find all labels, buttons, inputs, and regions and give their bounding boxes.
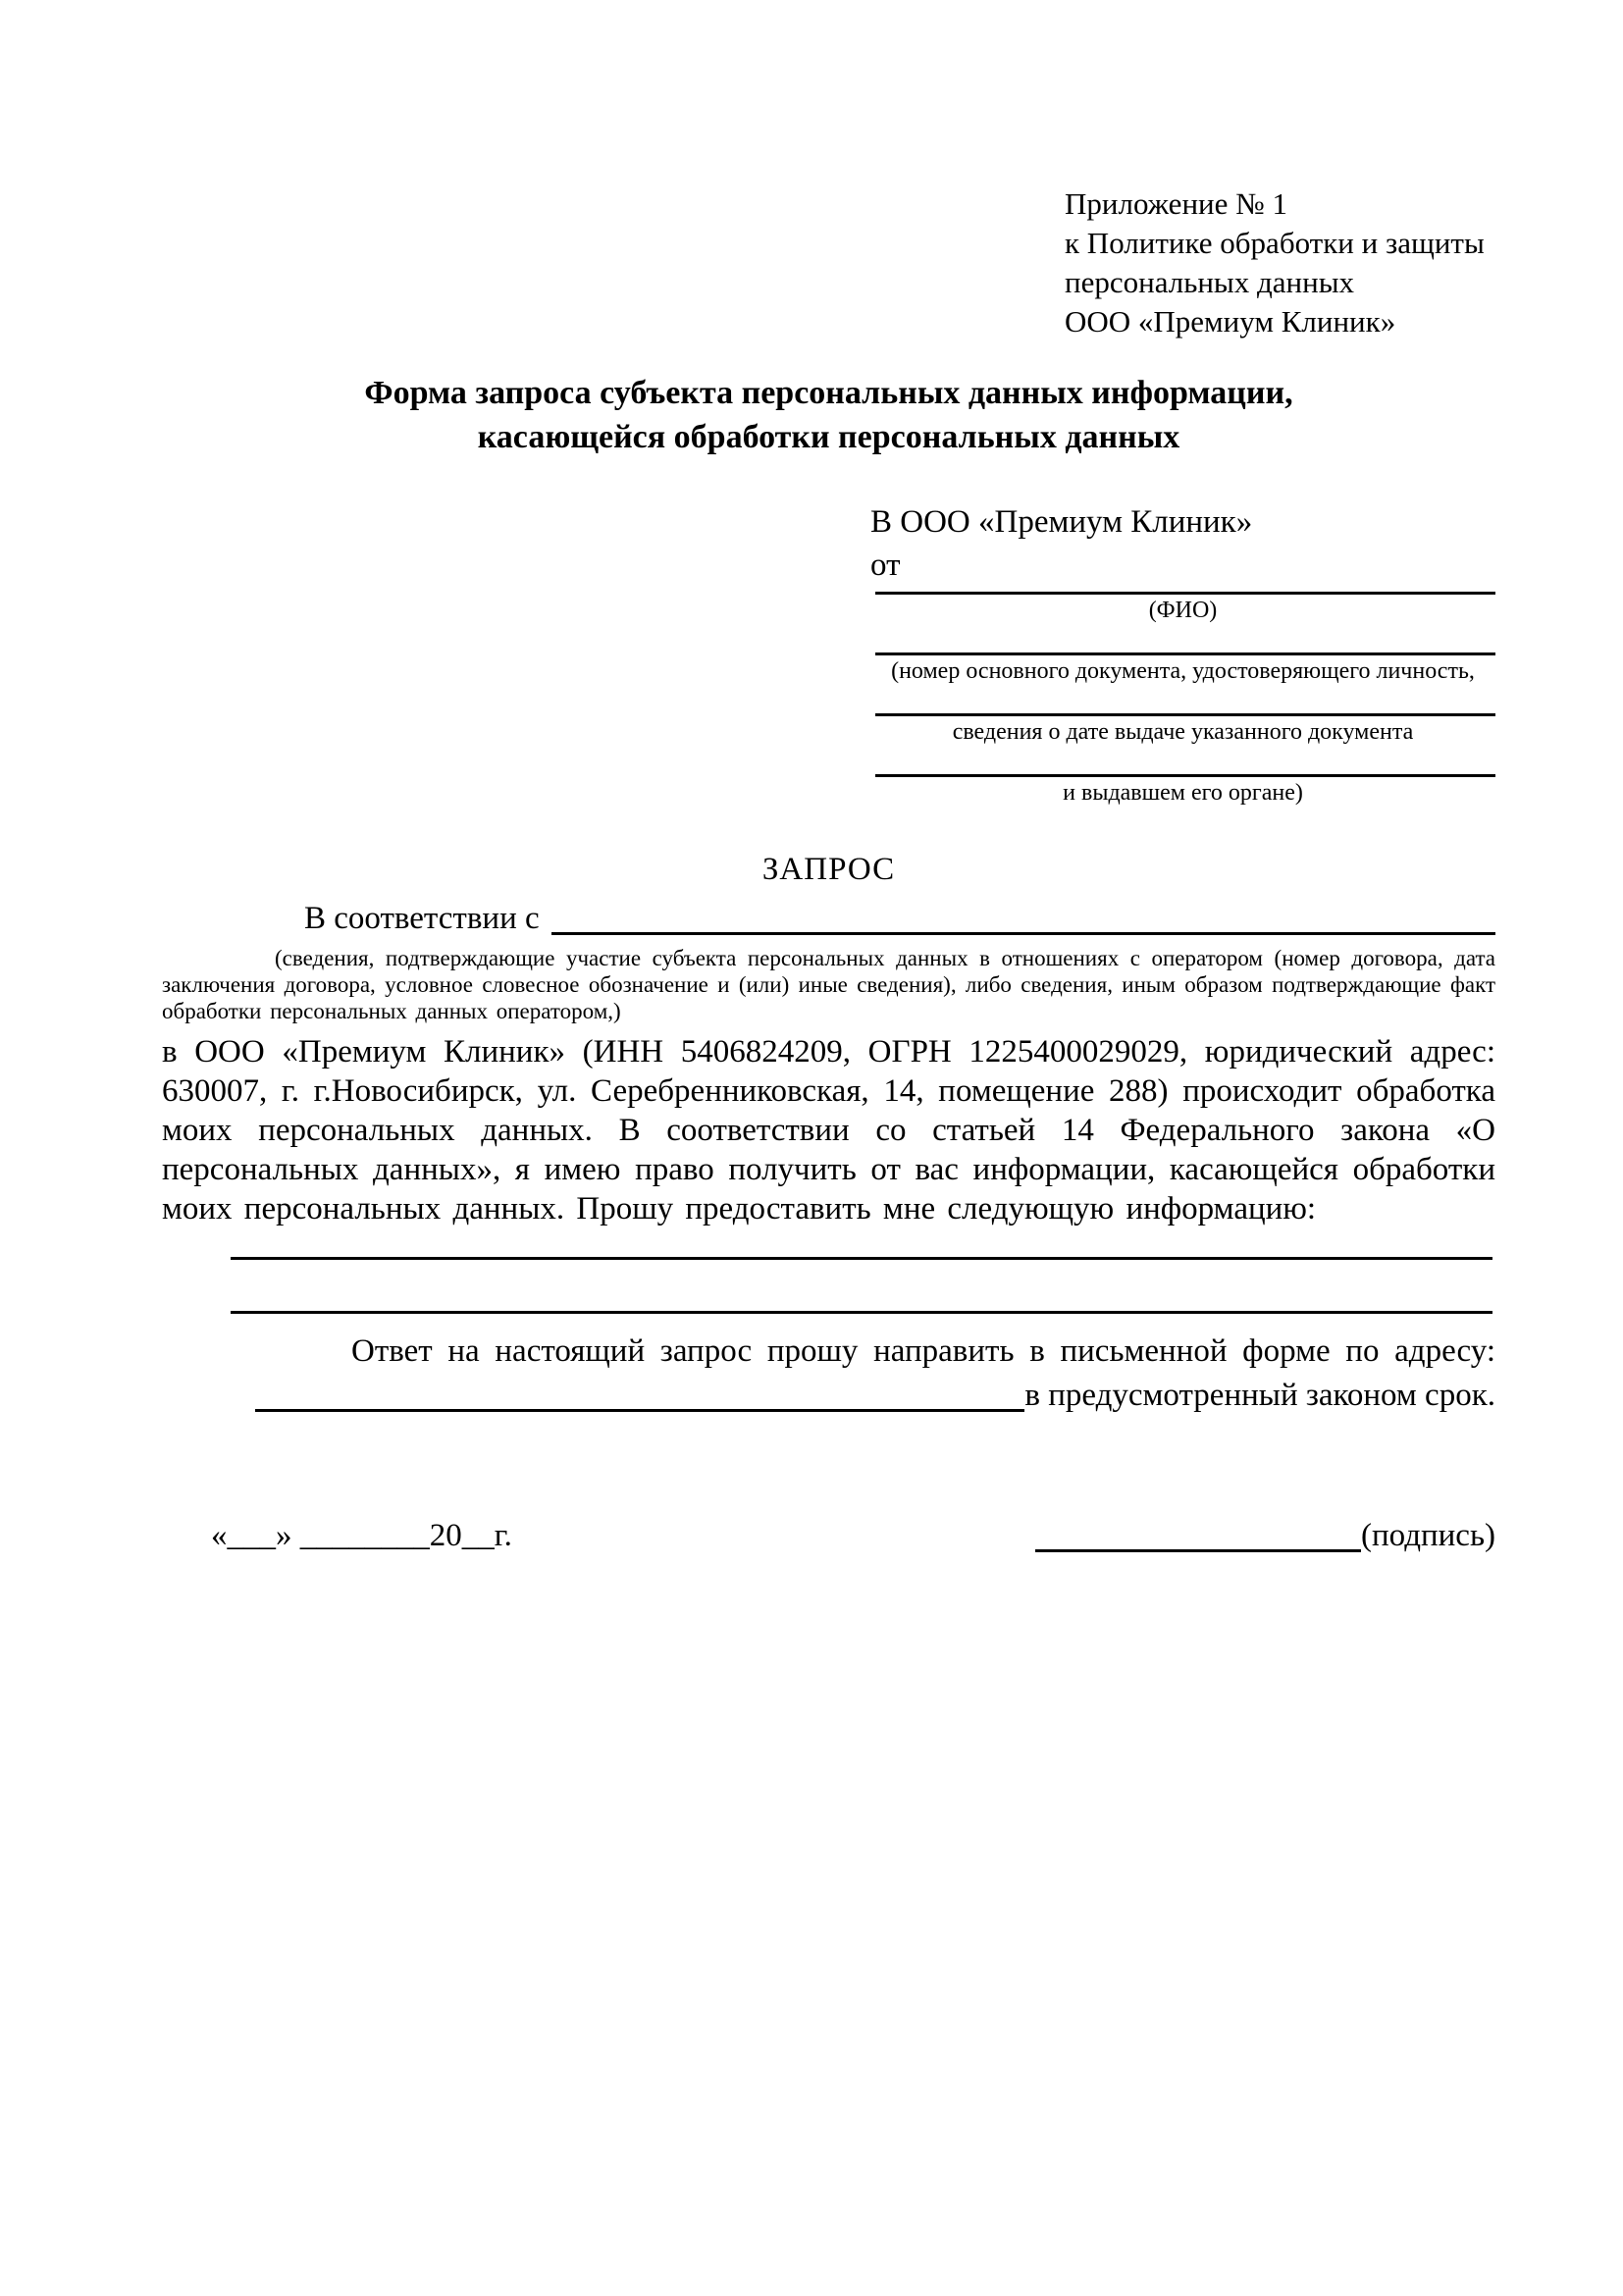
addressee-to: В ООО «Премиум Клиник»	[870, 504, 1253, 540]
request-body-paragraph: в ООО «Премиум Клиник» (ИНН 5406824209, ОГРН 1225400029029, юридический адрес: 630007, г. г.Новосибирск, ул. Серебренниковская, 14, помещение 288) происходит обработка моих персональных данных. В соответствии со статьей 14 Федерального закона «О персональных данных», я имею право получить от вас информации, касающейся обработки моих персональных данных. Прошу предоставить мне следующую информацию:	[162, 1034, 1495, 1226]
requested-info-blank-line-2	[231, 1260, 1492, 1314]
reply-address-blank-line	[255, 1383, 1024, 1412]
issuing-authority-field	[870, 748, 1495, 809]
signature-caption: (подпись)	[1361, 1518, 1495, 1553]
date-signature-row	[162, 1514, 1495, 1557]
signature-area	[1035, 1514, 1495, 1557]
document-number-caption: (номер основного документа, удостоверяющего личность,	[891, 658, 1475, 684]
fio-caption: (ФИО)	[1148, 598, 1218, 623]
reply-address-row	[162, 1373, 1495, 1418]
signature-blank-line	[1035, 1523, 1361, 1552]
requested-info-blank-line-1	[231, 1228, 1492, 1260]
issuing-authority-caption: и выдавшем его органе)	[1063, 780, 1303, 806]
reply-instruction: Ответ на настоящий запрос прошу направить в письменной форме по адресу:	[351, 1333, 1495, 1369]
document-number-field	[870, 626, 1495, 687]
reply-instruction-tail: в предусмотренный законом срок.	[1024, 1378, 1495, 1413]
accordance-label: В соответствии с	[304, 901, 540, 936]
request-heading: ЗАПРОС	[761, 852, 896, 887]
date-line: «___» ________20__г.	[211, 1518, 512, 1553]
document-number-blank-line	[875, 626, 1495, 655]
fio-blank-line	[875, 587, 1495, 595]
addressee-from-label: от	[870, 548, 901, 583]
issue-date-field	[870, 687, 1495, 748]
appendix-line: Приложение № 1	[1065, 186, 1287, 221]
accordance-caption: (сведения, подтверждающие участие субъекта персональных данных в отношениях с оператором (номер договора, дата заключения договора, условное словесное обозначение и (или) иные сведения), либо сведения, иным образом подтверждающие факт обработки персональных данных оператором,)	[162, 946, 1495, 1023]
accordance-blank-line	[551, 906, 1495, 935]
document-title-line: касающейся обработки персональных данных	[477, 419, 1180, 455]
appendix-line: персональных данных	[1065, 265, 1355, 299]
appendix-line: ООО «Премиум Клиник»	[1065, 304, 1396, 339]
appendix-block	[1065, 184, 1495, 341]
addressee-block	[870, 500, 1495, 809]
appendix-line: к Политике обработки и защиты	[1065, 226, 1485, 260]
accordance-row	[162, 897, 1495, 940]
document-title	[162, 371, 1495, 459]
issue-date-blank-line	[875, 687, 1495, 716]
document-title-line: Форма запроса субъекта персональных данных информации,	[364, 375, 1293, 411]
fio-field	[870, 587, 1495, 626]
issuing-authority-blank-line	[875, 748, 1495, 777]
issue-date-caption: сведения о дате выдаче указанного документа	[952, 719, 1414, 745]
